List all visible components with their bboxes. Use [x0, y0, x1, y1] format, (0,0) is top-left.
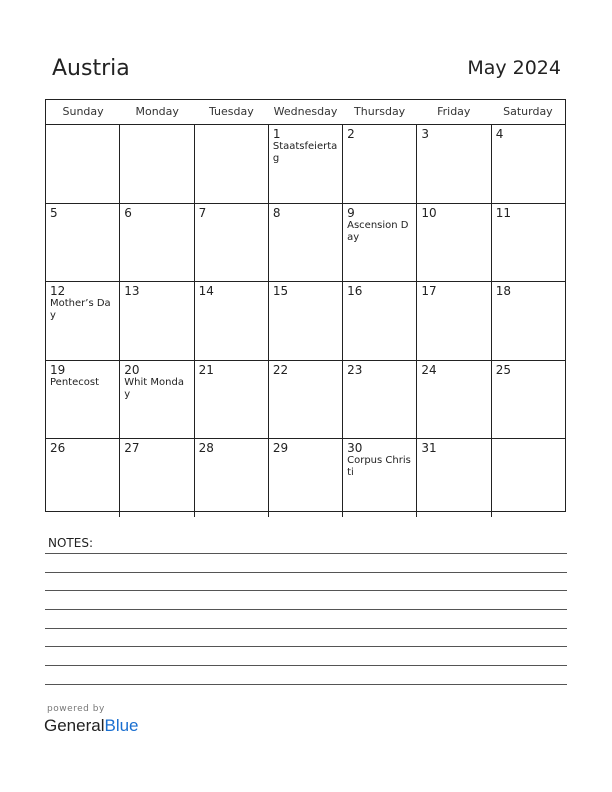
day-number: 24 — [421, 362, 437, 377]
brand-logo[interactable] — [44, 716, 139, 736]
day-cell — [492, 439, 565, 517]
day-number: 3 — [421, 127, 430, 141]
notes-line — [45, 646, 567, 647]
day-cell — [120, 204, 194, 282]
day-number: 13 — [124, 284, 140, 298]
day-number: 18 — [495, 284, 511, 298]
day-cell — [46, 125, 120, 203]
country-title: Austria — [52, 56, 130, 81]
day-cell — [195, 361, 269, 439]
day-number: 25 — [495, 362, 511, 377]
brand-blue: Blue — [104, 716, 139, 735]
day-number: 8 — [272, 205, 281, 220]
day-number: 2 — [347, 127, 355, 141]
day-cell — [120, 125, 194, 203]
day-cell — [492, 282, 565, 360]
day-number: 23 — [347, 362, 363, 377]
day-cell — [195, 125, 269, 203]
day-cell — [343, 204, 417, 282]
day-cell — [417, 361, 491, 439]
holiday-label: Whit Monday — [124, 376, 184, 400]
brand-general: General — [44, 716, 105, 735]
notes-line — [45, 609, 567, 610]
notes-line — [45, 665, 567, 666]
day-cell — [46, 361, 120, 439]
day-cell — [492, 204, 565, 282]
day-number: 4 — [495, 127, 504, 141]
holiday-label: Pentecost — [50, 376, 99, 388]
notes-line — [45, 553, 567, 554]
weekday-wednesday: Wednesday — [273, 105, 338, 118]
week-row — [46, 439, 565, 517]
day-number: 11 — [495, 205, 511, 220]
day-cell — [269, 204, 343, 282]
powered-by-text: powered by — [47, 704, 105, 714]
day-number: 27 — [124, 441, 140, 455]
notes-line — [45, 590, 567, 591]
day-number: 15 — [272, 284, 289, 298]
day-cell — [120, 361, 194, 439]
weekday-header — [46, 100, 565, 125]
week-row — [46, 204, 565, 283]
holiday-label: Mother’s Day — [50, 298, 111, 321]
day-cell — [46, 282, 120, 360]
day-cell — [343, 361, 417, 439]
day-number: 12 — [50, 284, 66, 298]
day-cell — [269, 439, 343, 517]
day-number: 22 — [272, 362, 289, 377]
week-row — [46, 361, 565, 440]
day-cell — [46, 204, 120, 282]
weekday-sunday: Sunday — [62, 105, 104, 118]
day-number: 6 — [124, 205, 132, 220]
day-cell — [120, 282, 194, 360]
day-cell — [120, 439, 194, 517]
day-cell — [417, 125, 491, 203]
day-number: 5 — [50, 205, 58, 220]
day-number: 14 — [198, 284, 214, 298]
day-number: 9 — [347, 205, 355, 220]
holiday-label: Corpus Christi — [347, 455, 411, 478]
day-cell — [343, 282, 417, 360]
week-row — [46, 282, 565, 361]
month-year-title: May 2024 — [467, 57, 561, 79]
day-cell — [343, 125, 417, 203]
day-number: 30 — [347, 441, 363, 455]
day-number: 1 — [272, 127, 281, 141]
day-number: 26 — [50, 441, 66, 455]
day-cell — [195, 439, 269, 517]
week-row — [46, 125, 565, 204]
weekday-friday: Friday — [437, 105, 471, 118]
day-number: 19 — [50, 362, 66, 377]
day-cell — [195, 204, 269, 282]
holiday-label: Staatsfeiertag — [272, 141, 338, 164]
day-cell — [269, 282, 343, 360]
day-cell — [46, 439, 120, 517]
weekday-saturday: Saturday — [503, 105, 553, 118]
day-number: 29 — [272, 441, 289, 455]
day-cell — [269, 361, 343, 439]
holiday-label: Ascension Day — [347, 219, 409, 243]
notes-line — [45, 684, 567, 685]
day-number: 17 — [421, 284, 437, 298]
day-cell — [195, 282, 269, 360]
day-number: 20 — [124, 362, 140, 377]
day-number: 7 — [198, 205, 207, 220]
notes-line — [45, 572, 567, 573]
day-cell — [492, 125, 565, 203]
notes-line — [45, 628, 567, 629]
calendar-grid — [45, 99, 566, 512]
day-number: 31 — [421, 441, 437, 455]
day-number: 21 — [198, 362, 214, 377]
day-number: 28 — [198, 441, 214, 455]
weekday-tuesday: Tuesday — [208, 105, 254, 118]
weekday-thursday: Thursday — [354, 105, 406, 118]
day-cell — [343, 439, 417, 517]
weekday-monday: Monday — [135, 105, 179, 118]
day-cell — [492, 361, 565, 439]
notes-label: NOTES: — [48, 536, 93, 550]
day-number: 10 — [421, 205, 437, 220]
day-number: 16 — [347, 284, 363, 298]
day-cell — [417, 204, 491, 282]
day-cell — [417, 282, 491, 360]
day-cell — [269, 125, 343, 203]
day-cell — [417, 439, 491, 517]
